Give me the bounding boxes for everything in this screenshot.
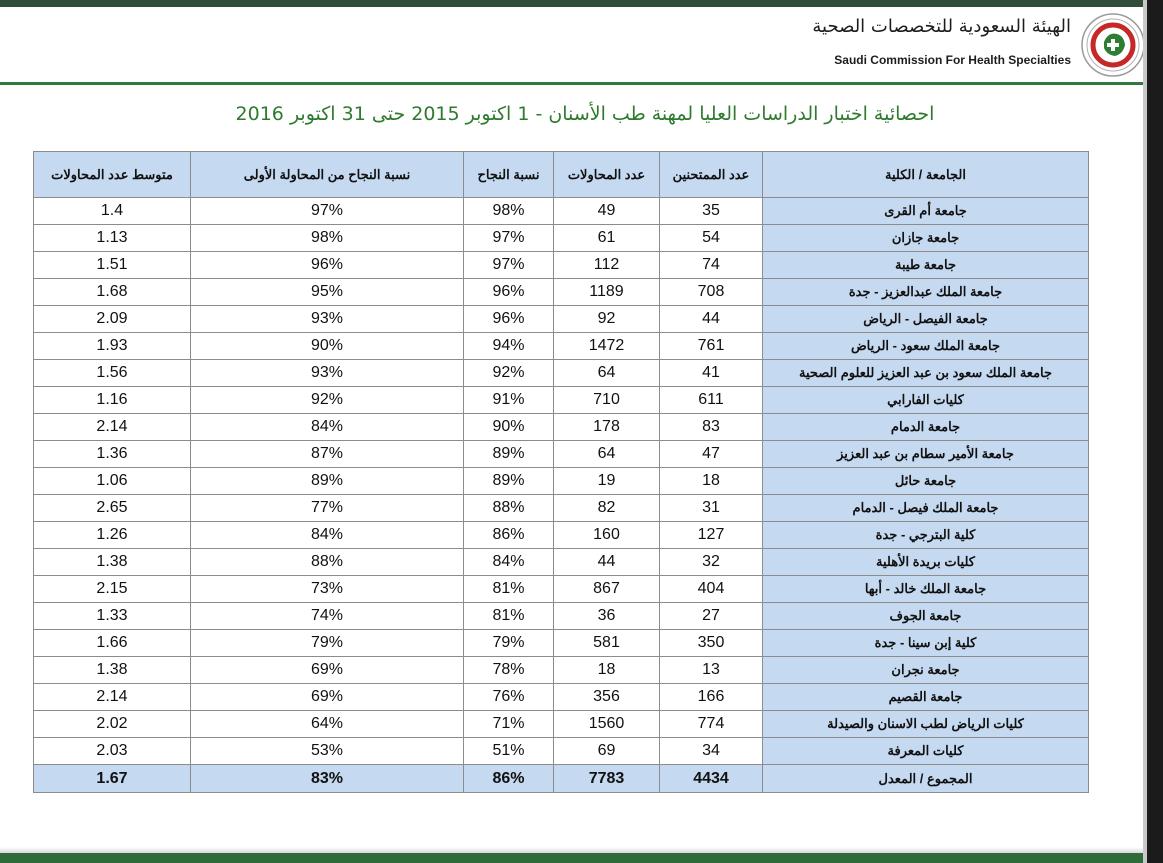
- cell-first-pass-rate: 69%: [191, 684, 464, 711]
- col-header-examinees: عدد الممتحنين: [660, 152, 763, 198]
- cell-avg-attempts: 1.38: [34, 549, 191, 576]
- cell-name: جامعة أم القرى: [763, 198, 1089, 225]
- org-name-english: Saudi Commission For Health Specialties: [834, 53, 1071, 67]
- cell-examinees: 708: [660, 279, 763, 306]
- cell-first-pass-rate: 73%: [191, 576, 464, 603]
- cell-pass-rate: 89%: [464, 468, 554, 495]
- cell-attempts: 18: [554, 657, 660, 684]
- cell-examinees: 4434: [660, 765, 763, 793]
- cell-examinees: 350: [660, 630, 763, 657]
- cell-examinees: 44: [660, 306, 763, 333]
- cell-first-pass-rate: 97%: [191, 198, 464, 225]
- cell-pass-rate: 79%: [464, 630, 554, 657]
- cell-name: جامعة الأمير سطام بن عبد العزيز: [763, 441, 1089, 468]
- table-row: [34, 549, 1089, 576]
- cell-examinees: 404: [660, 576, 763, 603]
- table-row: [34, 468, 1089, 495]
- cell-first-pass-rate: 96%: [191, 252, 464, 279]
- cell-first-pass-rate: 90%: [191, 333, 464, 360]
- table-row: [34, 441, 1089, 468]
- cell-attempts: 867: [554, 576, 660, 603]
- table-row: [34, 657, 1089, 684]
- cell-first-pass-rate: 98%: [191, 225, 464, 252]
- cell-name: كليات الفارابي: [763, 387, 1089, 414]
- cell-pass-rate: 89%: [464, 441, 554, 468]
- cell-first-pass-rate: 93%: [191, 306, 464, 333]
- cell-avg-attempts: 1.26: [34, 522, 191, 549]
- top-border: [0, 0, 1163, 7]
- cell-attempts: 1189: [554, 279, 660, 306]
- table-row: [34, 711, 1089, 738]
- cell-avg-attempts: 1.33: [34, 603, 191, 630]
- cell-pass-rate: 97%: [464, 225, 554, 252]
- cell-attempts: 64: [554, 441, 660, 468]
- cell-avg-attempts: 2.15: [34, 576, 191, 603]
- cell-avg-attempts: 1.36: [34, 441, 191, 468]
- table-row: [34, 306, 1089, 333]
- cell-avg-attempts: 2.14: [34, 414, 191, 441]
- right-edge: [1147, 0, 1163, 863]
- cell-pass-rate: 94%: [464, 333, 554, 360]
- cell-examinees: 34: [660, 738, 763, 765]
- cell-first-pass-rate: 95%: [191, 279, 464, 306]
- col-header-first-pass-rate: نسبة النجاح من المحاولة الأولى: [191, 152, 464, 198]
- cell-examinees: 27: [660, 603, 763, 630]
- cell-pass-rate: 76%: [464, 684, 554, 711]
- cell-pass-rate: 98%: [464, 198, 554, 225]
- header-divider: [0, 82, 1146, 85]
- cell-pass-rate: 90%: [464, 414, 554, 441]
- col-header-pass-rate: نسبة النجاح: [464, 152, 554, 198]
- cell-pass-rate: 92%: [464, 360, 554, 387]
- cell-avg-attempts: 2.65: [34, 495, 191, 522]
- cell-name: جامعة جازان: [763, 225, 1089, 252]
- cell-pass-rate: 51%: [464, 738, 554, 765]
- cell-first-pass-rate: 84%: [191, 414, 464, 441]
- cell-avg-attempts: 1.13: [34, 225, 191, 252]
- cell-first-pass-rate: 83%: [191, 765, 464, 793]
- cell-avg-attempts: 2.02: [34, 711, 191, 738]
- cell-examinees: 83: [660, 414, 763, 441]
- org-name-arabic: الهيئة السعودية للتخصصات الصحية: [812, 16, 1071, 37]
- cell-name: جامعة الملك خالد - أبها: [763, 576, 1089, 603]
- cell-attempts: 36: [554, 603, 660, 630]
- cell-name: جامعة الدمام: [763, 414, 1089, 441]
- bottom-border: [0, 853, 1163, 863]
- col-header-avg-attempts: متوسط عدد المحاولات: [34, 152, 191, 198]
- cell-attempts: 61: [554, 225, 660, 252]
- cell-attempts: 69: [554, 738, 660, 765]
- cell-first-pass-rate: 89%: [191, 468, 464, 495]
- table-row: [34, 333, 1089, 360]
- cell-attempts: 82: [554, 495, 660, 522]
- cell-attempts: 92: [554, 306, 660, 333]
- cell-pass-rate: 96%: [464, 279, 554, 306]
- cell-name: جامعة نجران: [763, 657, 1089, 684]
- cell-examinees: 32: [660, 549, 763, 576]
- cell-avg-attempts: 1.38: [34, 657, 191, 684]
- cell-avg-attempts: 1.06: [34, 468, 191, 495]
- cell-pass-rate: 78%: [464, 657, 554, 684]
- table-header-row: [34, 152, 1089, 198]
- cell-pass-rate: 88%: [464, 495, 554, 522]
- cell-avg-attempts: 1.56: [34, 360, 191, 387]
- cell-first-pass-rate: 69%: [191, 657, 464, 684]
- cell-first-pass-rate: 93%: [191, 360, 464, 387]
- cell-name: كليات الرياض لطب الاسنان والصيدلة: [763, 711, 1089, 738]
- statistics-table: [33, 151, 1089, 793]
- cell-avg-attempts: 2.14: [34, 684, 191, 711]
- cell-attempts: 160: [554, 522, 660, 549]
- cell-name: كلية إبن سينا - جدة: [763, 630, 1089, 657]
- cell-pass-rate: 84%: [464, 549, 554, 576]
- cell-examinees: 611: [660, 387, 763, 414]
- table-row: [34, 495, 1089, 522]
- cell-name: جامعة الملك سعود بن عبد العزيز للعلوم الصحية: [763, 360, 1089, 387]
- cell-name: كلية البترجي - جدة: [763, 522, 1089, 549]
- cell-pass-rate: 96%: [464, 306, 554, 333]
- cell-name: جامعة الجوف: [763, 603, 1089, 630]
- cell-avg-attempts: 1.67: [34, 765, 191, 793]
- cell-examinees: 166: [660, 684, 763, 711]
- cell-attempts: 1472: [554, 333, 660, 360]
- table-row: [34, 387, 1089, 414]
- cell-first-pass-rate: 53%: [191, 738, 464, 765]
- cell-examinees: 761: [660, 333, 763, 360]
- cell-name: جامعة الملك سعود - الرياض: [763, 333, 1089, 360]
- cell-name: جامعة طيبة: [763, 252, 1089, 279]
- cell-avg-attempts: 2.09: [34, 306, 191, 333]
- cell-examinees: 774: [660, 711, 763, 738]
- cell-avg-attempts: 1.16: [34, 387, 191, 414]
- cell-pass-rate: 81%: [464, 603, 554, 630]
- cell-attempts: 356: [554, 684, 660, 711]
- table-row: [34, 603, 1089, 630]
- cell-attempts: 7783: [554, 765, 660, 793]
- cell-examinees: 41: [660, 360, 763, 387]
- table-total-row: [34, 765, 1089, 793]
- cell-first-pass-rate: 77%: [191, 495, 464, 522]
- cell-examinees: 47: [660, 441, 763, 468]
- cell-avg-attempts: 1.93: [34, 333, 191, 360]
- table-row: [34, 225, 1089, 252]
- page-title: احصائية اختبار الدراسات العليا لمهنة طب الأسنان - 1 اكتوبر 2015 حتى 31 اكتوبر 2016: [235, 103, 935, 125]
- cell-attempts: 64: [554, 360, 660, 387]
- table-row: [34, 279, 1089, 306]
- table-row: [34, 576, 1089, 603]
- cell-examinees: 13: [660, 657, 763, 684]
- cell-avg-attempts: 1.51: [34, 252, 191, 279]
- cell-examinees: 127: [660, 522, 763, 549]
- cell-attempts: 49: [554, 198, 660, 225]
- cell-examinees: 18: [660, 468, 763, 495]
- cell-pass-rate: 91%: [464, 387, 554, 414]
- cell-first-pass-rate: 64%: [191, 711, 464, 738]
- cell-name: المجموع / المعدل: [763, 765, 1089, 793]
- cell-attempts: 178: [554, 414, 660, 441]
- table-row: [34, 522, 1089, 549]
- cell-name: جامعة حائل: [763, 468, 1089, 495]
- cell-examinees: 31: [660, 495, 763, 522]
- table-row: [34, 414, 1089, 441]
- table-row: [34, 252, 1089, 279]
- cell-attempts: 19: [554, 468, 660, 495]
- cell-name: جامعة الملك عبدالعزيز - جدة: [763, 279, 1089, 306]
- cell-avg-attempts: 2.03: [34, 738, 191, 765]
- cell-name: جامعة الفيصل - الرياض: [763, 306, 1089, 333]
- cell-avg-attempts: 1.66: [34, 630, 191, 657]
- cell-name: كليات المعرفة: [763, 738, 1089, 765]
- cell-first-pass-rate: 88%: [191, 549, 464, 576]
- col-header-name: الجامعة / الكلية: [763, 152, 1089, 198]
- cell-avg-attempts: 1.4: [34, 198, 191, 225]
- cell-pass-rate: 71%: [464, 711, 554, 738]
- cell-attempts: 1560: [554, 711, 660, 738]
- table-row: [34, 738, 1089, 765]
- scfhs-logo-icon: [1080, 12, 1146, 78]
- cell-examinees: 35: [660, 198, 763, 225]
- cell-avg-attempts: 1.68: [34, 279, 191, 306]
- cell-examinees: 54: [660, 225, 763, 252]
- cell-attempts: 581: [554, 630, 660, 657]
- cell-name: كليات بريدة الأهلية: [763, 549, 1089, 576]
- cell-first-pass-rate: 84%: [191, 522, 464, 549]
- cell-first-pass-rate: 79%: [191, 630, 464, 657]
- table-row: [34, 360, 1089, 387]
- cell-attempts: 112: [554, 252, 660, 279]
- table-row: [34, 198, 1089, 225]
- table-row: [34, 630, 1089, 657]
- cell-first-pass-rate: 92%: [191, 387, 464, 414]
- cell-name: جامعة الملك فيصل - الدمام: [763, 495, 1089, 522]
- cell-attempts: 44: [554, 549, 660, 576]
- cell-first-pass-rate: 74%: [191, 603, 464, 630]
- cell-name: جامعة القصيم: [763, 684, 1089, 711]
- cell-examinees: 74: [660, 252, 763, 279]
- col-header-attempts: عدد المحاولات: [554, 152, 660, 198]
- cell-first-pass-rate: 87%: [191, 441, 464, 468]
- table-row: [34, 684, 1089, 711]
- cell-attempts: 710: [554, 387, 660, 414]
- cell-pass-rate: 86%: [464, 522, 554, 549]
- cell-pass-rate: 86%: [464, 765, 554, 793]
- cell-pass-rate: 81%: [464, 576, 554, 603]
- cell-pass-rate: 97%: [464, 252, 554, 279]
